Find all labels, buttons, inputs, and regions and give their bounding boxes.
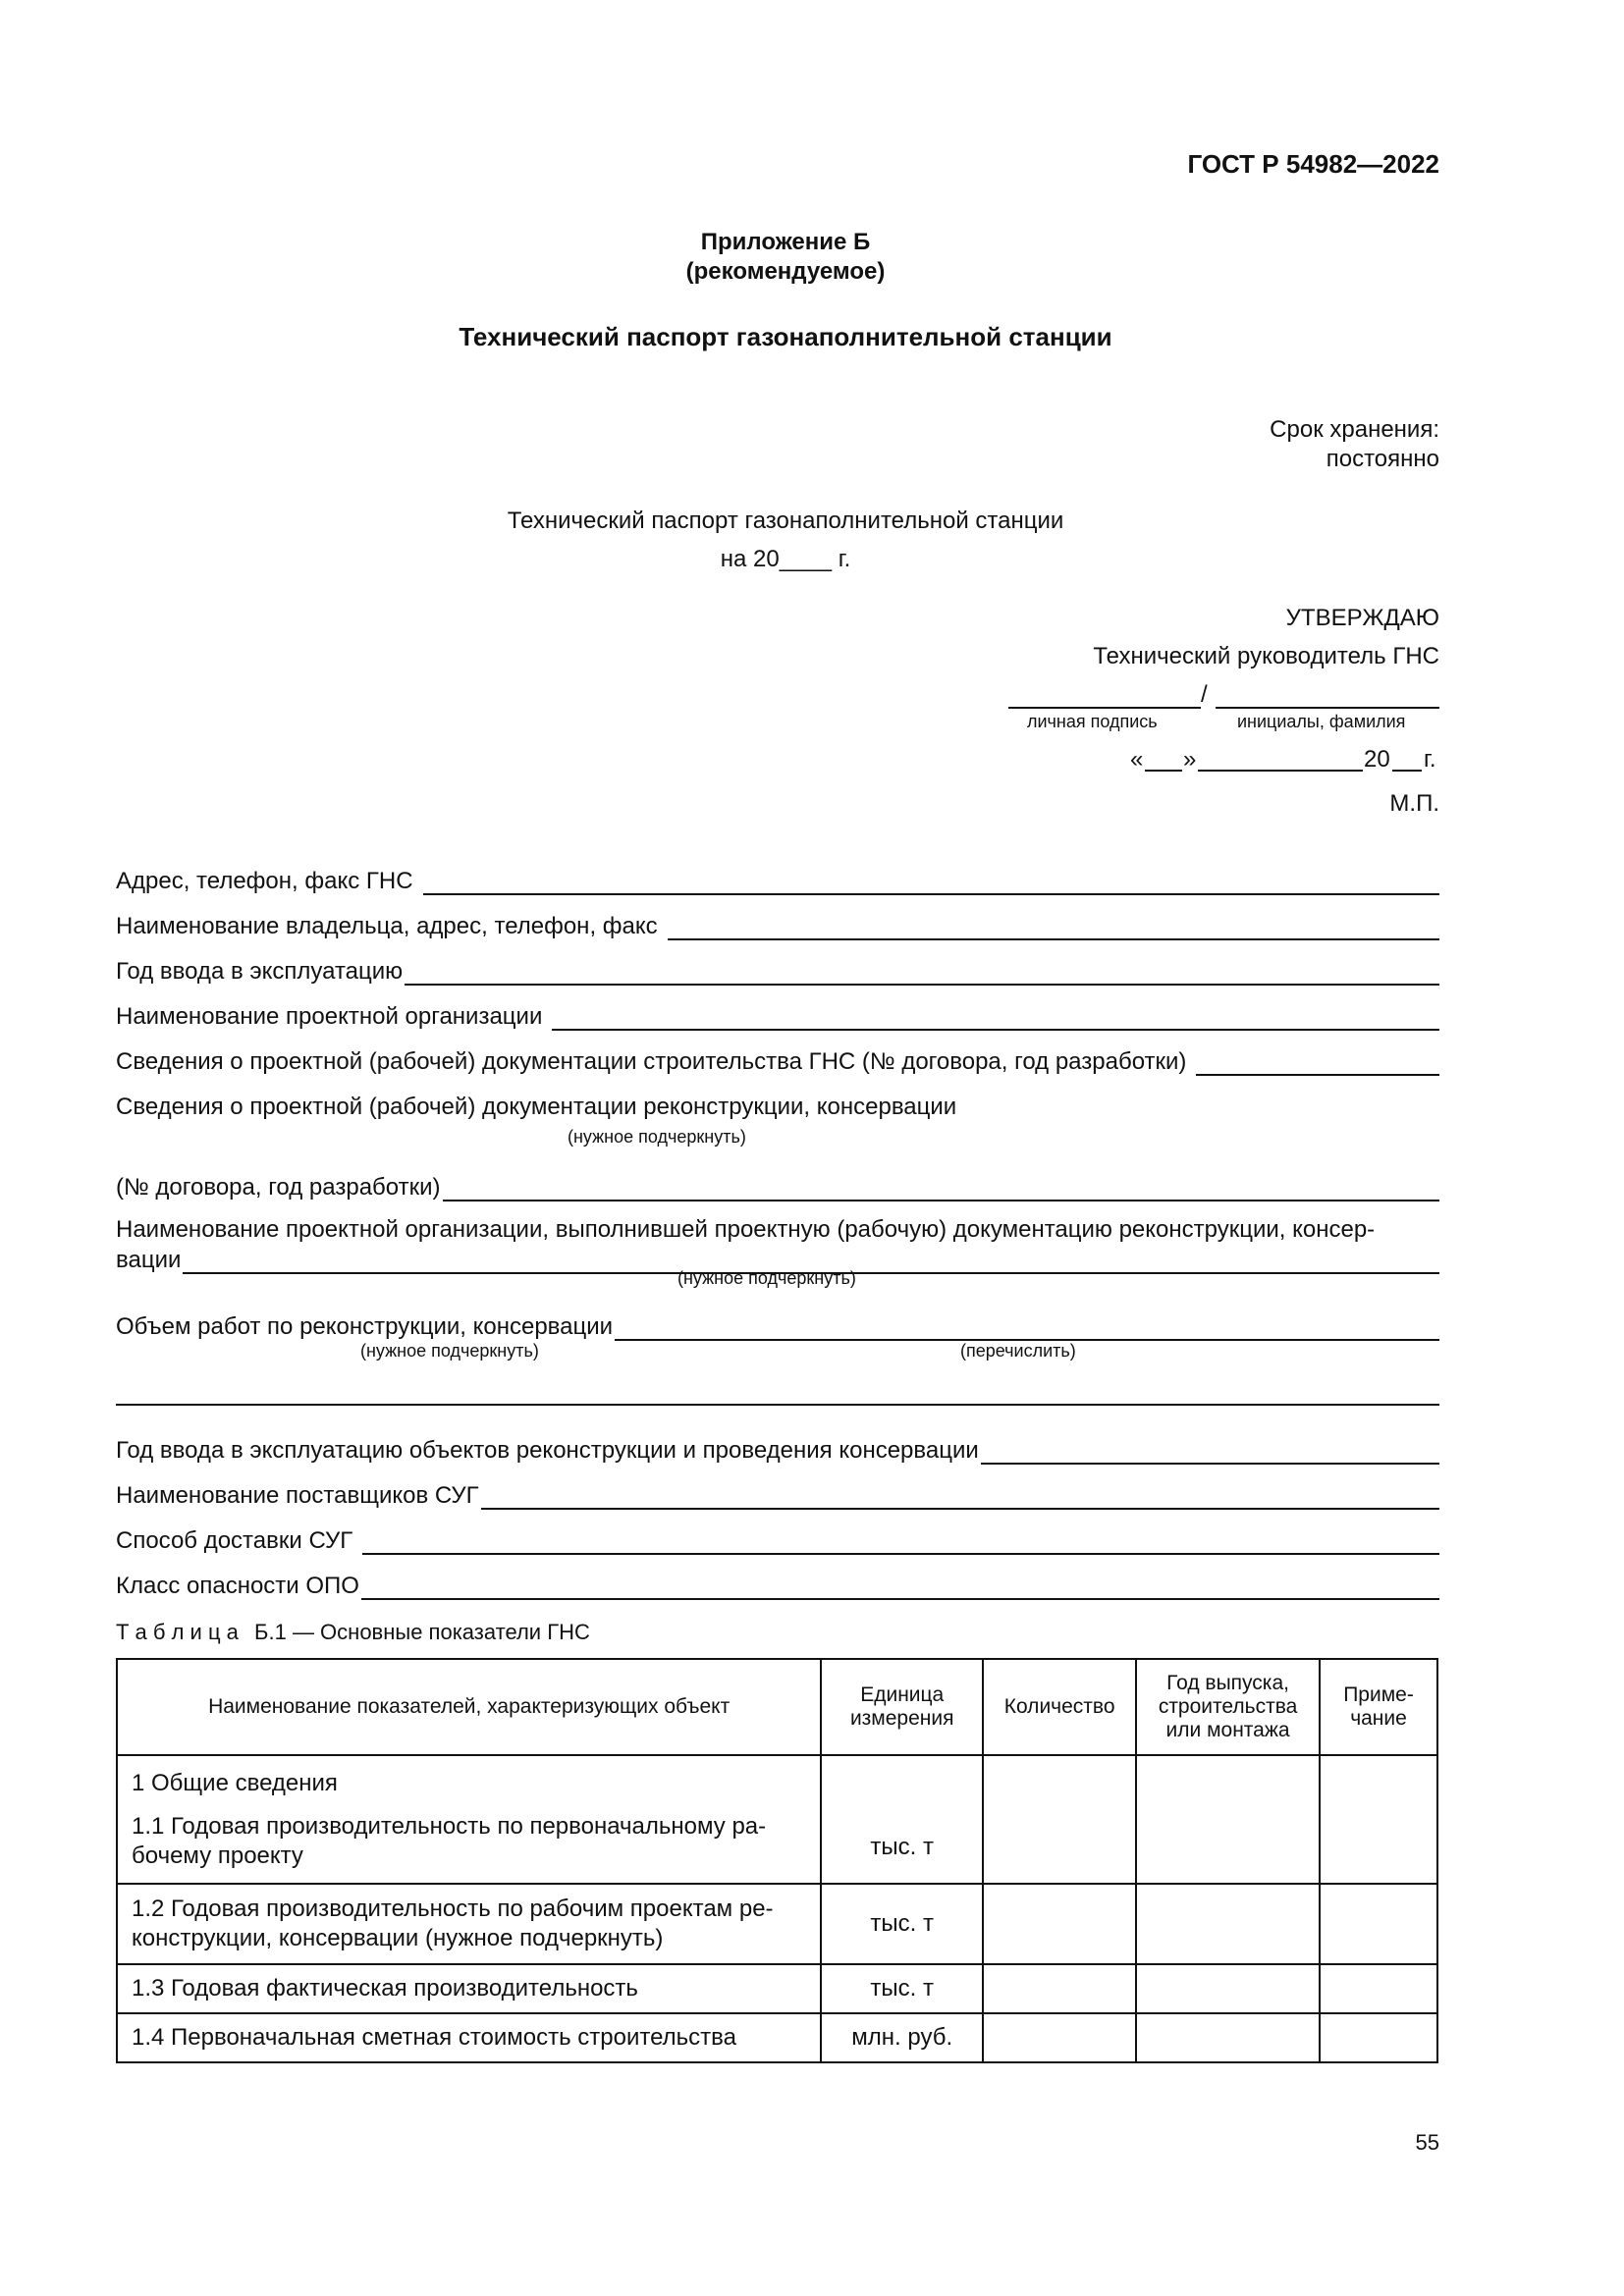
storage-value: постоянно xyxy=(1326,446,1439,472)
commission-year-label: Год ввода в эксплуатацию xyxy=(116,958,404,985)
design-org-label: Наименование проектной организации xyxy=(116,1003,543,1030)
appendix-title: Приложение Б xyxy=(700,229,871,255)
date-open-quote: « xyxy=(1130,746,1144,773)
table-cell-name: 1.3 Годовая фактическая производительность xyxy=(117,1964,821,2013)
table-cell-note[interactable] xyxy=(1320,1755,1437,1884)
table-cell-name: 1.2 Годовая производительность по рабочим проектам ре- конструкции, консервации (нужное подчеркнуть) xyxy=(117,1884,821,1964)
table-row-name: 1.1 Годовая производительность по первоначальному ра- бочему проекту xyxy=(132,1812,767,1869)
appendix-type: (рекомендуемое) xyxy=(685,258,886,285)
design-org-field[interactable] xyxy=(552,1005,1439,1031)
table-row xyxy=(117,1964,1437,2013)
design-docs-field[interactable] xyxy=(1196,1050,1439,1076)
date-month-line xyxy=(1198,770,1363,772)
table-cell-year[interactable] xyxy=(1136,1755,1320,1884)
contract-row xyxy=(116,1170,1439,1201)
table-cell-note[interactable] xyxy=(1320,2013,1437,2062)
enumerate-note: (перечислить) xyxy=(960,1341,1076,1361)
signature-slash: / xyxy=(1201,681,1208,708)
indicators-table xyxy=(116,1658,1438,2063)
table-cell-unit: млн. руб. xyxy=(821,2013,983,2062)
underline-note-2: (нужное подчеркнуть) xyxy=(677,1268,856,1288)
table-cell-quantity[interactable] xyxy=(983,1964,1136,2013)
approver-position: Технический руководитель ГНС xyxy=(1093,643,1439,669)
date-year-line xyxy=(1392,770,1422,772)
works-volume-field[interactable] xyxy=(615,1315,1439,1341)
works-volume-extra-line[interactable] xyxy=(116,1404,1439,1406)
owner-label: Наименование владельца, адрес, телефон, факс xyxy=(116,913,658,939)
table-cell-unit: тыс. т xyxy=(821,1884,983,1964)
signature-line xyxy=(1008,707,1201,709)
table-header-quantity: Количество xyxy=(983,1659,1136,1755)
table-cell-quantity[interactable] xyxy=(983,1884,1136,1964)
table-cell-unit: тыс. т xyxy=(821,1964,983,2013)
suppliers-label: Наименование поставщиков СУГ xyxy=(116,1482,479,1509)
table-cell-year[interactable] xyxy=(1136,1884,1320,1964)
underline-note-1: (нужное подчеркнуть) xyxy=(568,1127,746,1147)
table-cell-year[interactable] xyxy=(1136,1964,1320,2013)
recon-commission-label: Год ввода в эксплуатацию объектов реконструкции и проведения консервации xyxy=(116,1437,979,1464)
table-cell-name xyxy=(117,1755,821,1884)
design-org-row xyxy=(116,999,1439,1031)
table-header-unit: Единица измерения xyxy=(821,1659,983,1755)
commission-year-field[interactable] xyxy=(405,960,1439,986)
table-row xyxy=(117,1755,1437,1884)
address-label: Адрес, телефон, факс ГНС xyxy=(116,868,413,894)
standard-code: ГОСТ Р 54982—2022 xyxy=(1187,149,1439,179)
delivery-label: Способ доставки СУГ xyxy=(116,1527,353,1554)
table-row-section-title: 1 Общие сведения xyxy=(132,1769,338,1796)
table-header-note: Приме- чание xyxy=(1320,1659,1437,1755)
table-cell-name: 1.4 Первоначальная сметная стоимость строительства xyxy=(117,2013,821,2062)
suppliers-row xyxy=(116,1478,1439,1510)
table-caption xyxy=(116,1620,590,1645)
recon-commission-row xyxy=(116,1433,1439,1465)
owner-field[interactable] xyxy=(668,915,1439,940)
contract-label: (№ договора, год разработки) xyxy=(116,1174,441,1201)
address-row xyxy=(116,864,1439,895)
table-cell-note[interactable] xyxy=(1320,1884,1437,1964)
table-header-name: Наименование показателей, характеризующих объект xyxy=(117,1659,821,1755)
date-day-line xyxy=(1145,770,1182,772)
design-docs-label: Сведения о проектной (рабочей) документации строительства ГНС (№ договора, год разработки) xyxy=(116,1048,1187,1075)
table-header-year: Год выпуска, строительства или монтажа xyxy=(1136,1659,1320,1755)
passport-title: Технический паспорт газонаполнительной станции xyxy=(507,507,1064,534)
suppliers-field[interactable] xyxy=(481,1484,1439,1510)
name-caption: инициалы, фамилия xyxy=(1237,712,1406,731)
date-year-suffix: г. xyxy=(1424,746,1436,773)
table-cell-quantity[interactable] xyxy=(983,1755,1136,1884)
hazard-class-field[interactable] xyxy=(361,1575,1439,1600)
reconstruction-docs-label: Сведения о проектной (рабочей) документации реконструкции, консервации xyxy=(116,1094,957,1120)
delivery-row xyxy=(116,1523,1439,1555)
recon-org-label-line2: вации xyxy=(116,1247,182,1273)
date-close-quote: » xyxy=(1183,746,1197,773)
recon-org-label-line1: Наименование проектной организации, выполнившей проектную (рабочую) документацию реконструкции, консер- xyxy=(116,1216,1376,1243)
storage-label: Срок хранения: xyxy=(1270,416,1439,443)
hazard-class-label: Класс опасности ОПО xyxy=(116,1573,359,1599)
design-docs-row xyxy=(116,1044,1439,1076)
table-caption-text: Б.1 — Основные показатели ГНС xyxy=(254,1620,590,1644)
table-cell-year[interactable] xyxy=(1136,2013,1320,2062)
commission-year-row xyxy=(116,954,1439,986)
works-volume-label: Объем работ по реконструкции, консервации xyxy=(116,1313,614,1340)
underline-note-3: (нужное подчеркнуть) xyxy=(360,1341,539,1361)
address-field[interactable] xyxy=(423,870,1439,895)
delivery-field[interactable] xyxy=(362,1529,1439,1555)
table-row xyxy=(117,1884,1437,1964)
table-row xyxy=(117,2013,1437,2062)
name-line xyxy=(1216,707,1439,709)
signature-caption: личная подпись xyxy=(1027,712,1158,731)
table-cell-note[interactable] xyxy=(1320,1964,1437,2013)
works-volume-row xyxy=(116,1309,1439,1341)
table-header-row xyxy=(117,1659,1437,1755)
approve-label: УТВЕРЖДАЮ xyxy=(1285,605,1439,631)
recon-commission-field[interactable] xyxy=(981,1439,1439,1465)
table-cell-unit: тыс. т xyxy=(821,1755,983,1884)
table-cell-quantity[interactable] xyxy=(983,2013,1136,2062)
page-number: 55 xyxy=(1415,2130,1439,2155)
date-year-prefix: 20 xyxy=(1364,746,1390,773)
stamp-label: М.П. xyxy=(1389,790,1439,817)
passport-year: на 20____ г. xyxy=(720,546,851,572)
owner-row xyxy=(116,909,1439,940)
contract-field[interactable] xyxy=(443,1176,1440,1201)
document-title: Технический паспорт газонаполнительной станции xyxy=(459,322,1112,351)
table-caption-prefix: Т а б л и ц а xyxy=(116,1620,239,1644)
hazard-class-row xyxy=(116,1569,1439,1600)
